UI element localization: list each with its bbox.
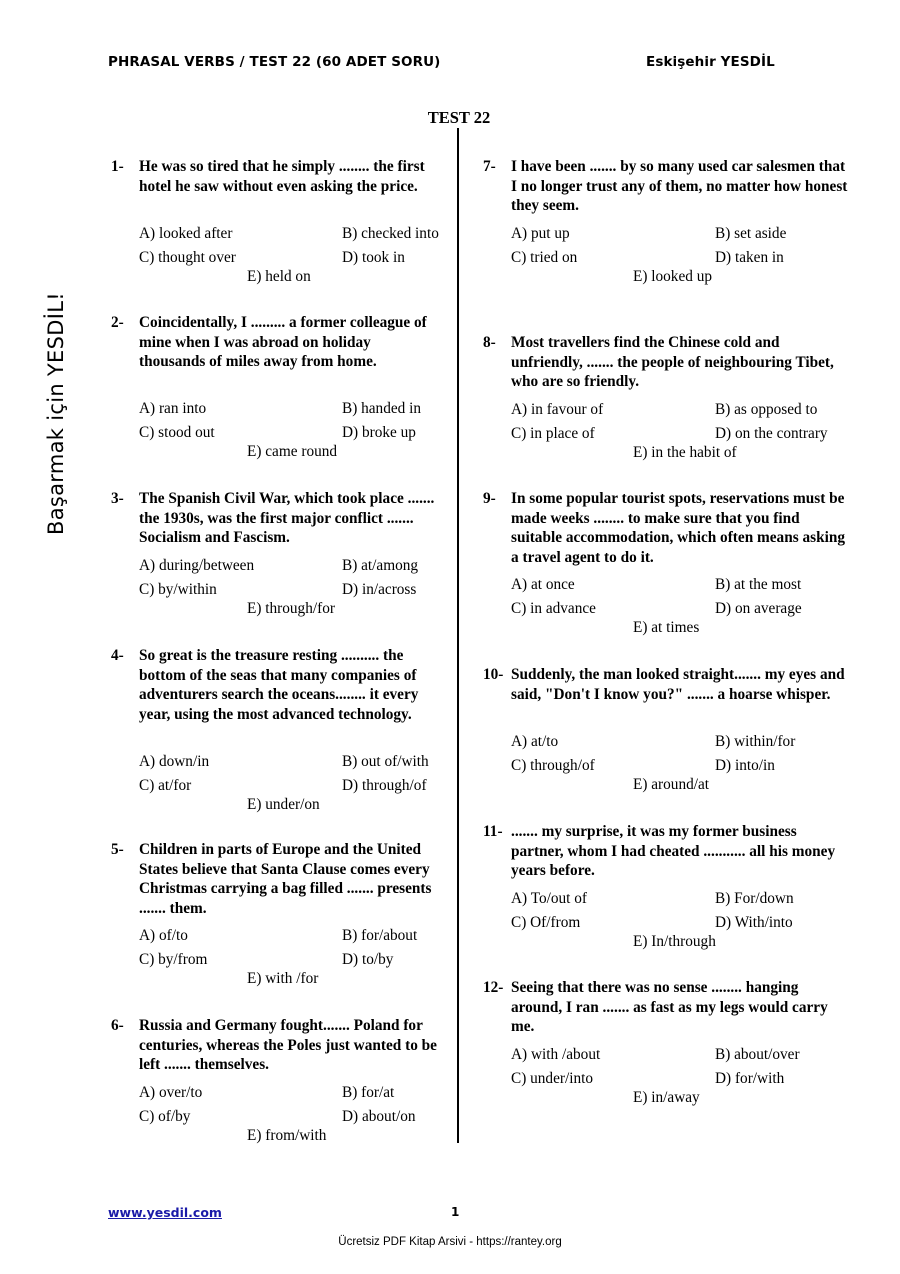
option-d[interactable]: D) on the contrary — [715, 424, 828, 442]
option-d[interactable]: D) With/into — [715, 913, 793, 931]
option-b[interactable]: B) set aside — [715, 224, 787, 242]
option-b[interactable]: B) For/down — [715, 889, 794, 907]
option-c[interactable]: C) under/into — [511, 1069, 593, 1087]
page-number: 1 — [451, 1205, 460, 1219]
option-a[interactable]: A) down/in — [139, 752, 210, 770]
option-b[interactable]: B) out of/with — [342, 752, 429, 770]
option-e[interactable]: E) from/with — [247, 1126, 327, 1144]
option-e[interactable]: E) around/at — [633, 775, 710, 793]
question-stem: Russia and Germany fought....... Poland for centuries, whereas the Poles just wanted to be left ....... themselves. — [139, 1017, 437, 1073]
question-stem: Suddenly, the man looked straight....... my eyes and said, "Don't I know you?" ....... a hoarse whisper. — [511, 666, 845, 703]
option-d[interactable]: D) taken in — [715, 248, 784, 266]
question-stem: Children in parts of Europe and the United States believe that Santa Clause comes every Christmas carrying a bag filled ....... presents ....... them. — [139, 841, 432, 917]
question-stem: So great is the treasure resting .......... the bottom of the seas that many companies of adventurers search the oceans........ it every year, using the most advanced technology. — [139, 647, 419, 723]
side-slogan: Başarmak için YESDİL! — [44, 292, 68, 535]
question-stem: Coincidentally, I ......... a former colleague of mine when I was abroad on holiday thousands of miles away from home. — [139, 314, 427, 370]
option-b[interactable]: B) within/for — [715, 732, 796, 750]
option-a[interactable]: A) of/to — [139, 927, 188, 944]
question-stem: He was so tired that he simply ........ the first hotel he saw without even asking the price. — [139, 158, 425, 195]
option-c[interactable]: C) tried on — [511, 248, 578, 266]
option-e[interactable]: E) with /for — [247, 970, 319, 987]
option-d[interactable]: D) through/of — [342, 776, 427, 794]
option-a[interactable]: A) over/to — [139, 1083, 203, 1101]
option-c[interactable]: C) of/by — [139, 1107, 191, 1125]
option-e[interactable]: E) through/for — [247, 599, 335, 617]
option-d[interactable]: D) on average — [715, 600, 802, 617]
option-e[interactable]: E) under/on — [247, 795, 320, 813]
option-a[interactable]: A) at/to — [511, 732, 559, 750]
header-title: PHRASAL VERBS / TEST 22 (60 ADET SORU) — [108, 54, 441, 70]
question-number: 8- — [483, 334, 496, 351]
archive-credit: Ücretsiz PDF Kitap Arsivi - https://rantey.org — [338, 1236, 562, 1248]
option-a[interactable]: A) at once — [511, 576, 575, 593]
option-b[interactable]: B) for/about — [342, 927, 418, 944]
website-link[interactable]: www.yesdil.com — [108, 1205, 222, 1220]
option-d[interactable]: D) for/with — [715, 1069, 785, 1087]
option-c[interactable]: C) through/of — [511, 756, 595, 774]
option-e[interactable]: E) came round — [247, 443, 338, 460]
question-number: 4- — [111, 647, 124, 664]
question-stem: In some popular tourist spots, reservations must be made weeks ........ to make sure that you find suitable accommodation, which often means asking a travel agent to do it. — [511, 490, 845, 566]
option-e[interactable]: E) looked up — [633, 267, 713, 285]
option-c[interactable]: C) in advance — [511, 600, 596, 617]
option-c[interactable]: C) by/within — [139, 580, 217, 598]
question-stem: I have been ....... by so many used car salesmen that I no longer trust any of them, no matter how honest they seem. — [511, 158, 848, 214]
question-number: 11- — [483, 823, 503, 840]
option-e[interactable]: E) held on — [247, 267, 311, 285]
option-d[interactable]: D) took in — [342, 248, 405, 266]
option-c[interactable]: C) at/for — [139, 776, 192, 794]
option-a[interactable]: A) put up — [511, 224, 570, 242]
question-stem: The Spanish Civil War, which took place ....... the 1930s, was the first major conflict ....... Socialism and Fascism. — [139, 490, 435, 546]
option-a[interactable]: A) looked after — [139, 224, 233, 242]
option-e[interactable]: E) at times — [633, 619, 700, 636]
test-title: TEST 22 — [427, 108, 491, 127]
option-a[interactable]: A) ran into — [139, 400, 207, 417]
option-d[interactable]: D) about/on — [342, 1107, 416, 1125]
option-b[interactable]: B) checked into — [342, 224, 439, 242]
option-a[interactable]: A) To/out of — [511, 889, 587, 907]
option-a[interactable]: A) in favour of — [511, 400, 604, 418]
question-stem: ....... my surprise, it was my former business partner, whom I had cheated ........... all his money years before. — [511, 823, 836, 879]
option-a[interactable]: A) with /about — [511, 1045, 601, 1063]
option-b[interactable]: B) handed in — [342, 400, 422, 417]
option-c[interactable]: C) by/from — [139, 951, 208, 968]
option-c[interactable]: C) in place of — [511, 424, 595, 442]
option-d[interactable]: D) into/in — [715, 756, 775, 774]
option-e[interactable]: E) in/away — [633, 1088, 700, 1106]
column-divider — [457, 128, 459, 1143]
option-d[interactable]: D) in/across — [342, 580, 417, 598]
option-b[interactable]: B) as opposed to — [715, 400, 818, 418]
option-e[interactable]: E) In/through — [633, 932, 716, 950]
option-b[interactable]: B) at the most — [715, 576, 802, 593]
question-number: 2- — [111, 314, 124, 331]
header-publisher: Eskişehir YESDİL — [646, 54, 775, 70]
question-number: 5- — [111, 841, 124, 858]
option-b[interactable]: B) about/over — [715, 1045, 800, 1063]
question-number: 12- — [483, 979, 504, 996]
option-b[interactable]: B) for/at — [342, 1083, 395, 1101]
option-d[interactable]: D) broke up — [342, 424, 416, 441]
option-e[interactable]: E) in the habit of — [633, 443, 737, 461]
option-c[interactable]: C) Of/from — [511, 913, 581, 931]
question-stem: Seeing that there was no sense ........ hanging around, I ran ....... as fast as my legs would carry me. — [511, 979, 828, 1035]
option-b[interactable]: B) at/among — [342, 556, 419, 574]
option-c[interactable]: C) stood out — [139, 424, 215, 441]
question-stem: Most travellers find the Chinese cold and unfriendly, ....... the people of neighbouring Tibet, who are so friendly. — [511, 334, 834, 390]
question-number: 10- — [483, 666, 504, 683]
option-c[interactable]: C) thought over — [139, 248, 236, 266]
question-number: 1- — [111, 158, 124, 175]
question-number: 3- — [111, 490, 124, 507]
option-d[interactable]: D) to/by — [342, 951, 394, 968]
question-number: 9- — [483, 490, 496, 507]
question-number: 6- — [111, 1017, 124, 1034]
question-number: 7- — [483, 158, 496, 175]
option-a[interactable]: A) during/between — [139, 556, 255, 574]
